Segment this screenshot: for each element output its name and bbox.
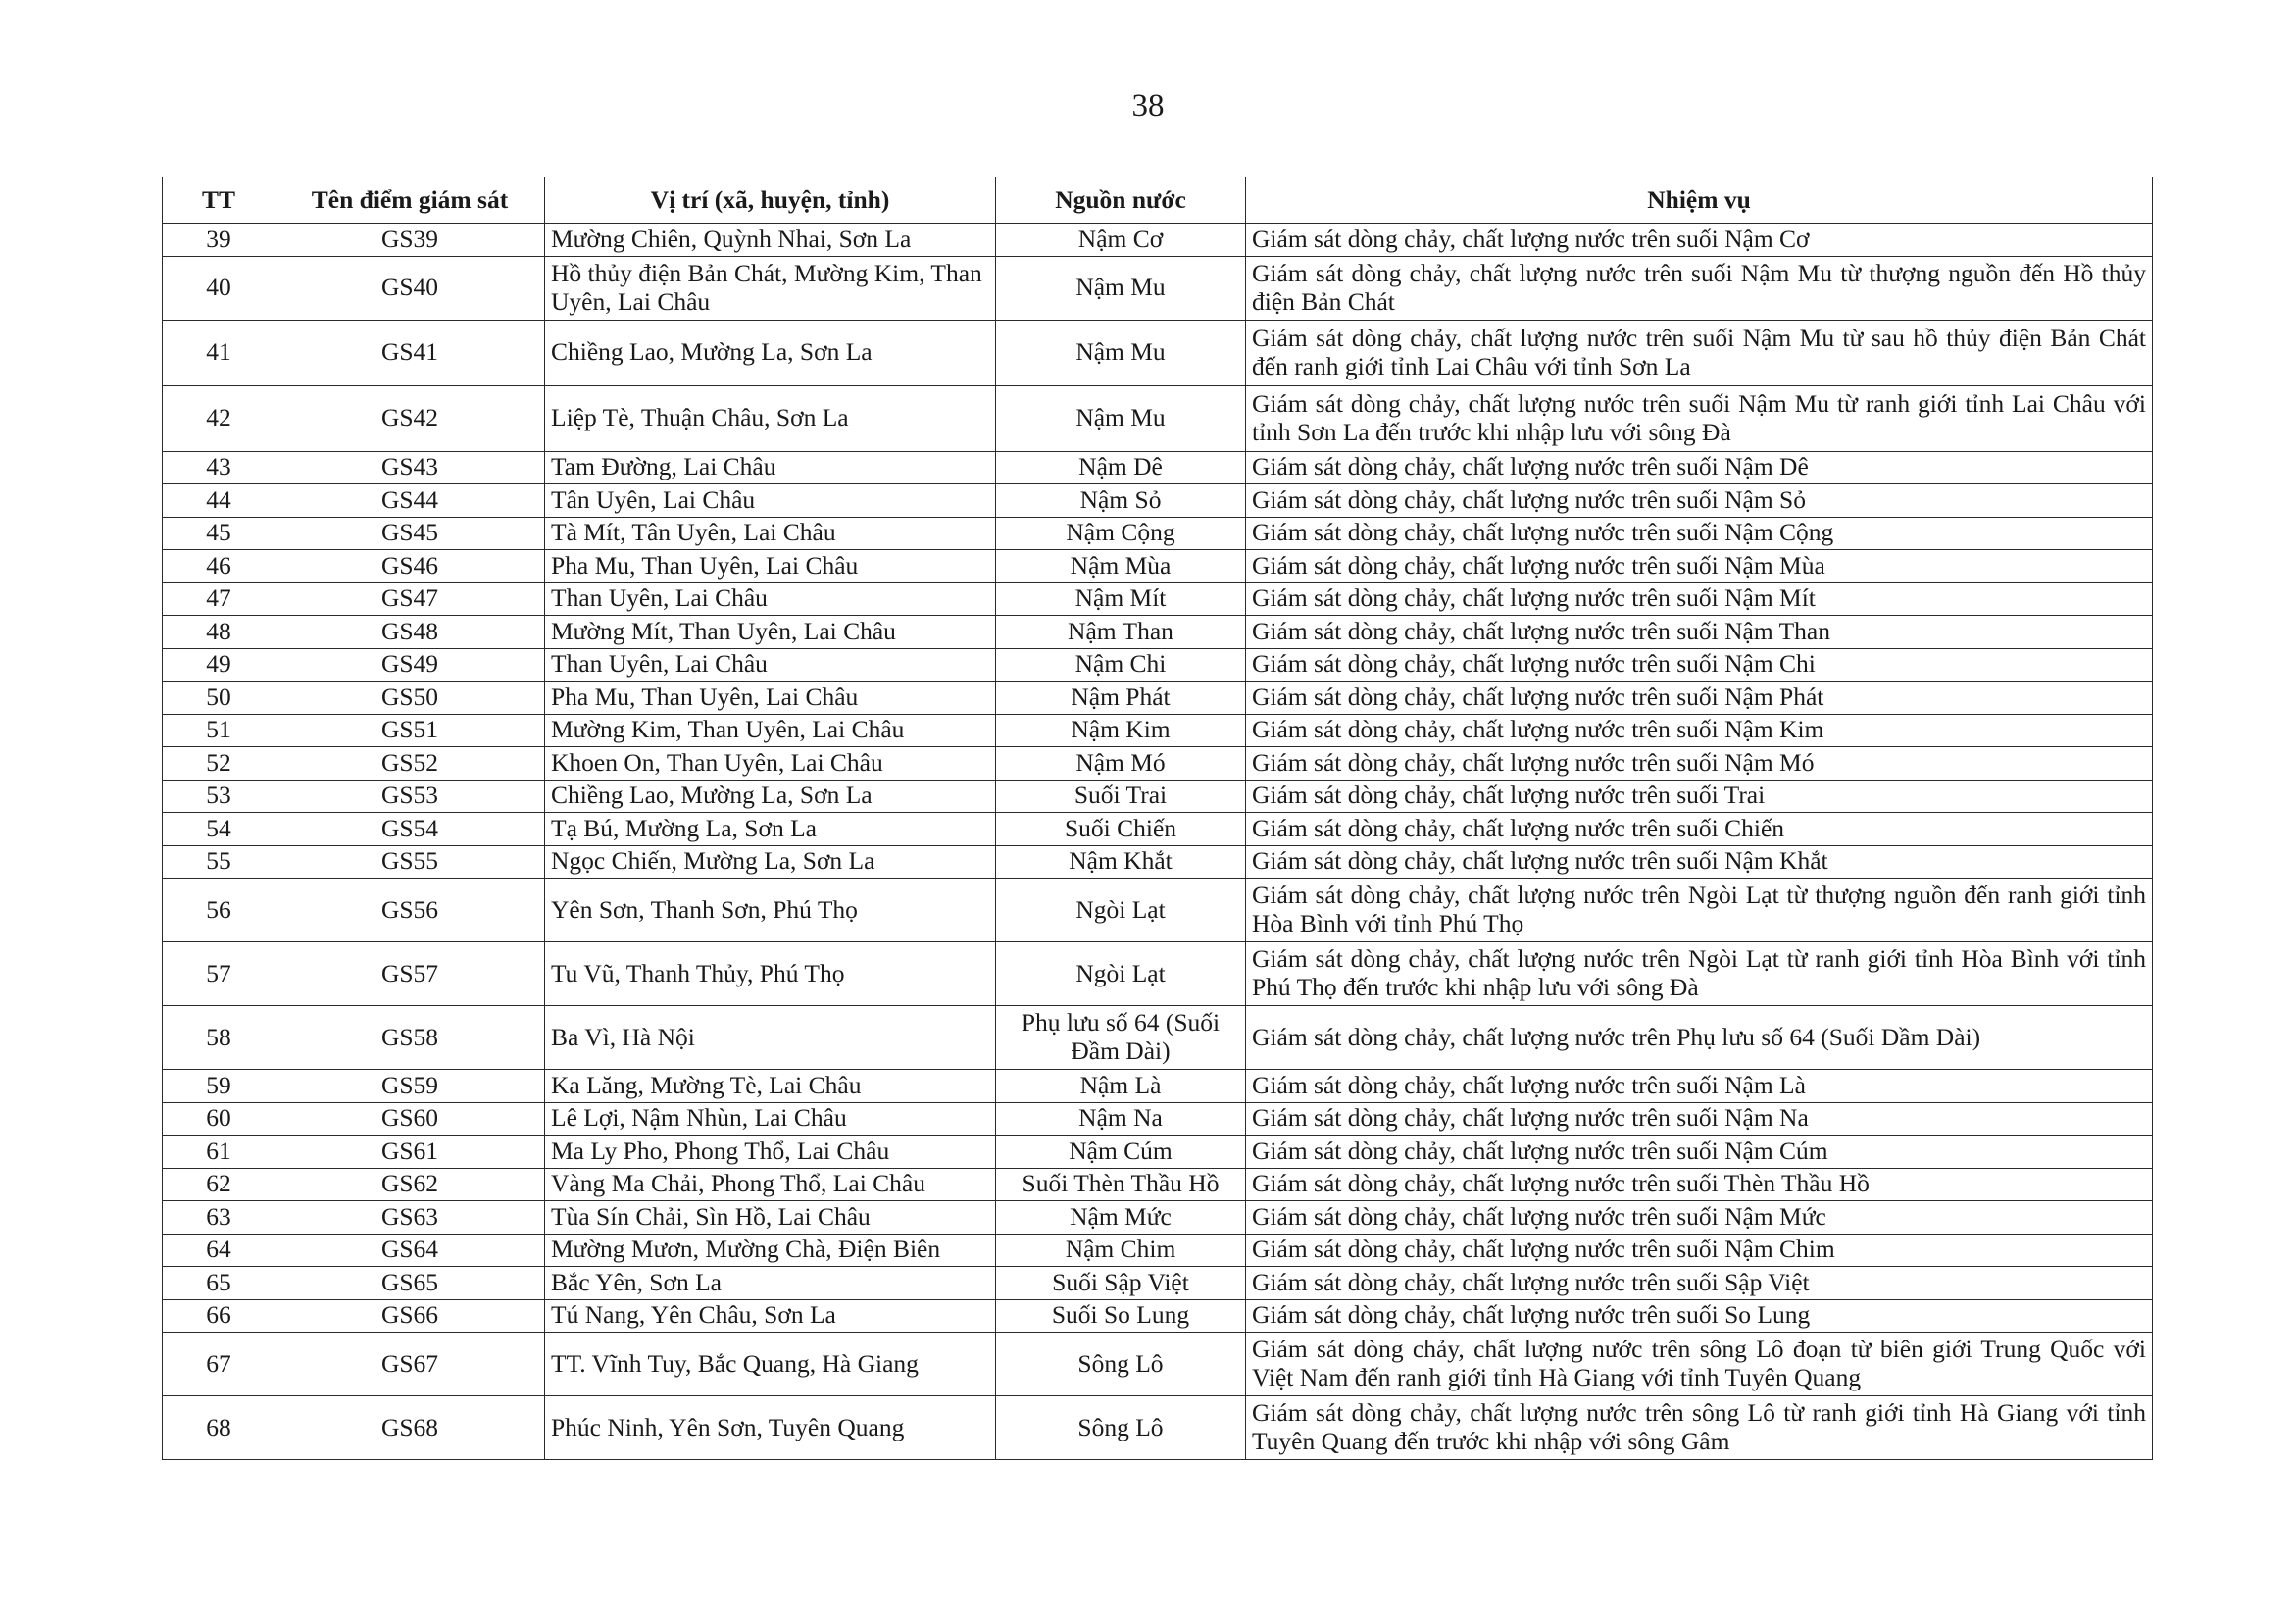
point-code: GS42 <box>275 385 545 451</box>
row-number: 53 <box>163 780 275 813</box>
row-number: 46 <box>163 550 275 583</box>
task-cell: Giám sát dòng chảy, chất lượng nước trên suối Nậm Mu từ sau hồ thủy điện Bản Chát đến ranh giới tỉnh Lai Châu với tỉnh Sơn La <box>1246 320 2153 385</box>
location-cell: Than Uyên, Lai Châu <box>545 582 996 616</box>
location-cell: Ngọc Chiến, Mường La, Sơn La <box>545 845 996 879</box>
row-number: 64 <box>163 1234 275 1267</box>
point-code: GS62 <box>275 1168 545 1201</box>
water-source-cell: Nậm Sỏ <box>996 484 1246 518</box>
task-cell: Giám sát dòng chảy, chất lượng nước trên suối Nậm Dê <box>1246 451 2153 484</box>
task-cell: Giám sát dòng chảy, chất lượng nước trên suối Nậm Cúm <box>1246 1136 2153 1169</box>
water-source-cell: Nậm Mu <box>996 256 1246 320</box>
location-cell: Phúc Ninh, Yên Sơn, Tuyên Quang <box>545 1396 996 1460</box>
task-cell: Giám sát dòng chảy, chất lượng nước trên suối Nậm Chi <box>1246 648 2153 682</box>
page-number: 38 <box>1131 88 1165 124</box>
water-source-cell: Ngòi Lạt <box>996 879 1246 942</box>
row-number: 59 <box>163 1070 275 1103</box>
row-number: 45 <box>163 517 275 550</box>
water-source-cell: Nậm Na <box>996 1102 1246 1136</box>
water-source-cell: Nậm Cộng <box>996 517 1246 550</box>
point-code: GS52 <box>275 747 545 781</box>
water-source-cell: Nậm Cúm <box>996 1136 1246 1169</box>
table-row <box>163 1234 2153 1267</box>
task-cell: Giám sát dòng chảy, chất lượng nước trên suối Nậm Sỏ <box>1246 484 2153 518</box>
location-cell: Vàng Ma Chải, Phong Thổ, Lai Châu <box>545 1168 996 1201</box>
row-number: 40 <box>163 256 275 320</box>
water-source-cell: Suối Trai <box>996 780 1246 813</box>
header-tt: TT <box>163 177 275 224</box>
water-source-cell: Nậm Mùa <box>996 550 1246 583</box>
point-code: GS68 <box>275 1396 545 1460</box>
location-cell: Ba Vì, Hà Nội <box>545 1006 996 1070</box>
row-number: 44 <box>163 484 275 518</box>
table-row <box>163 484 2153 518</box>
table-row <box>163 1070 2153 1103</box>
water-source-cell: Suối Thèn Thầu Hồ <box>996 1168 1246 1201</box>
location-cell: Mường Mươn, Mường Chà, Điện Biên <box>545 1234 996 1267</box>
row-number: 62 <box>163 1168 275 1201</box>
water-source-cell: Nậm Kim <box>996 714 1246 747</box>
row-number: 41 <box>163 320 275 385</box>
point-code: GS58 <box>275 1006 545 1070</box>
row-number: 54 <box>163 813 275 846</box>
water-source-cell: Nậm Khắt <box>996 845 1246 879</box>
water-source-cell: Nậm Mu <box>996 385 1246 451</box>
location-cell: Chiềng Lao, Mường La, Sơn La <box>545 320 996 385</box>
point-code: GS49 <box>275 648 545 682</box>
task-cell: Giám sát dòng chảy, chất lượng nước trên suối Nậm Than <box>1246 616 2153 649</box>
task-cell: Giám sát dòng chảy, chất lượng nước trên suối So Lung <box>1246 1299 2153 1333</box>
location-cell: Lê Lợi, Nậm Nhùn, Lai Châu <box>545 1102 996 1136</box>
task-cell: Giám sát dòng chảy, chất lượng nước trên suối Nậm Na <box>1246 1102 2153 1136</box>
task-cell: Giám sát dòng chảy, chất lượng nước trên suối Nậm Mít <box>1246 582 2153 616</box>
point-code: GS54 <box>275 813 545 846</box>
water-source-cell: Nậm Mó <box>996 747 1246 781</box>
row-number: 42 <box>163 385 275 451</box>
header-location: Vị trí (xã, huyện, tỉnh) <box>545 177 996 224</box>
point-code: GS63 <box>275 1201 545 1235</box>
location-cell: Tùa Sín Chải, Sìn Hồ, Lai Châu <box>545 1201 996 1235</box>
point-code: GS47 <box>275 582 545 616</box>
table-row <box>163 942 2153 1006</box>
table-row <box>163 1267 2153 1300</box>
point-code: GS51 <box>275 714 545 747</box>
task-cell: Giám sát dòng chảy, chất lượng nước trên sông Lô đoạn từ biên giới Trung Quốc với Việt Nam đến ranh giới tỉnh Hà Giang với tỉnh Tuyên Quang <box>1246 1333 2153 1396</box>
row-number: 65 <box>163 1267 275 1300</box>
location-cell: Liệp Tè, Thuận Châu, Sơn La <box>545 385 996 451</box>
row-number: 67 <box>163 1333 275 1396</box>
task-cell: Giám sát dòng chảy, chất lượng nước trên suối Nậm Phát <box>1246 682 2153 715</box>
table-row <box>163 845 2153 879</box>
table-row <box>163 1201 2153 1235</box>
point-code: GS59 <box>275 1070 545 1103</box>
table-row <box>163 747 2153 781</box>
location-cell: Tú Nang, Yên Châu, Sơn La <box>545 1299 996 1333</box>
task-cell: Giám sát dòng chảy, chất lượng nước trên suối Sập Việt <box>1246 1267 2153 1300</box>
task-cell: Giám sát dòng chảy, chất lượng nước trên sông Lô từ ranh giới tỉnh Hà Giang với tỉnh Tuyên Quang đến trước khi nhập với sông Gâm <box>1246 1396 2153 1460</box>
task-cell: Giám sát dòng chảy, chất lượng nước trên suối Nậm Cộng <box>1246 517 2153 550</box>
row-number: 63 <box>163 1201 275 1235</box>
water-source-cell: Nậm Chi <box>996 648 1246 682</box>
table-row <box>163 224 2153 257</box>
table-row <box>163 682 2153 715</box>
location-cell: Tạ Bú, Mường La, Sơn La <box>545 813 996 846</box>
location-cell: Than Uyên, Lai Châu <box>545 648 996 682</box>
table-row <box>163 879 2153 942</box>
water-source-cell: Nậm Mức <box>996 1201 1246 1235</box>
task-cell: Giám sát dòng chảy, chất lượng nước trên suối Nậm Mu từ ranh giới tỉnh Lai Châu với tỉnh Sơn La đến trước khi nhập lưu với sông Đà <box>1246 385 2153 451</box>
table-row <box>163 1299 2153 1333</box>
location-cell: Ma Ly Pho, Phong Thổ, Lai Châu <box>545 1136 996 1169</box>
location-cell: Chiềng Lao, Mường La, Sơn La <box>545 780 996 813</box>
location-cell: Mường Mít, Than Uyên, Lai Châu <box>545 616 996 649</box>
table-row <box>163 451 2153 484</box>
location-cell: Mường Kim, Than Uyên, Lai Châu <box>545 714 996 747</box>
row-number: 49 <box>163 648 275 682</box>
table-row <box>163 780 2153 813</box>
location-cell: Pha Mu, Than Uyên, Lai Châu <box>545 550 996 583</box>
row-number: 48 <box>163 616 275 649</box>
water-source-cell: Nậm Dê <box>996 451 1246 484</box>
row-number: 56 <box>163 879 275 942</box>
task-cell: Giám sát dòng chảy, chất lượng nước trên suối Chiến <box>1246 813 2153 846</box>
monitoring-points-table <box>162 177 2153 1460</box>
water-source-cell: Nậm Mít <box>996 582 1246 616</box>
point-code: GS45 <box>275 517 545 550</box>
point-code: GS43 <box>275 451 545 484</box>
row-number: 47 <box>163 582 275 616</box>
location-cell: Ka Lăng, Mường Tè, Lai Châu <box>545 1070 996 1103</box>
location-cell: Tà Mít, Tân Uyên, Lai Châu <box>545 517 996 550</box>
header-point-name: Tên điểm giám sát <box>275 177 545 224</box>
task-cell: Giám sát dòng chảy, chất lượng nước trên suối Trai <box>1246 780 2153 813</box>
task-cell: Giám sát dòng chảy, chất lượng nước trên Ngòi Lạt từ thượng nguồn đến ranh giới tỉnh Hòa Bình với tỉnh Phú Thọ <box>1246 879 2153 942</box>
table-header-row <box>163 177 2153 224</box>
task-cell: Giám sát dòng chảy, chất lượng nước trên suối Thèn Thầu Hồ <box>1246 1168 2153 1201</box>
table-row <box>163 517 2153 550</box>
row-number: 60 <box>163 1102 275 1136</box>
water-source-cell: Nậm Cơ <box>996 224 1246 257</box>
task-cell: Giám sát dòng chảy, chất lượng nước trên suối Nậm Mó <box>1246 747 2153 781</box>
table-body <box>163 224 2153 1460</box>
row-number: 57 <box>163 942 275 1006</box>
header-task: Nhiệm vụ <box>1246 177 2153 224</box>
point-code: GS66 <box>275 1299 545 1333</box>
water-source-cell: Phụ lưu số 64 (Suối Đầm Dài) <box>996 1006 1246 1070</box>
row-number: 58 <box>163 1006 275 1070</box>
task-cell: Giám sát dòng chảy, chất lượng nước trên suối Nậm Mức <box>1246 1201 2153 1235</box>
point-code: GS60 <box>275 1102 545 1136</box>
water-source-cell: Suối So Lung <box>996 1299 1246 1333</box>
table-row <box>163 1006 2153 1070</box>
table-row <box>163 813 2153 846</box>
row-number: 43 <box>163 451 275 484</box>
location-cell: Tam Đường, Lai Châu <box>545 451 996 484</box>
task-cell: Giám sát dòng chảy, chất lượng nước trên suối Nậm Mùa <box>1246 550 2153 583</box>
task-cell: Giám sát dòng chảy, chất lượng nước trên suối Nậm Kim <box>1246 714 2153 747</box>
table-row <box>163 1168 2153 1201</box>
table-row <box>163 1136 2153 1169</box>
task-cell: Giám sát dòng chảy, chất lượng nước trên Phụ lưu số 64 (Suối Đầm Dài) <box>1246 1006 2153 1070</box>
point-code: GS50 <box>275 682 545 715</box>
row-number: 50 <box>163 682 275 715</box>
location-cell: Tu Vũ, Thanh Thủy, Phú Thọ <box>545 942 996 1006</box>
point-code: GS48 <box>275 616 545 649</box>
table-row <box>163 550 2153 583</box>
point-code: GS40 <box>275 256 545 320</box>
table-row <box>163 648 2153 682</box>
location-cell: Tân Uyên, Lai Châu <box>545 484 996 518</box>
location-cell: Bắc Yên, Sơn La <box>545 1267 996 1300</box>
table-row <box>163 256 2153 320</box>
point-code: GS57 <box>275 942 545 1006</box>
table-row <box>163 1396 2153 1460</box>
water-source-cell: Nậm Chim <box>996 1234 1246 1267</box>
row-number: 55 <box>163 845 275 879</box>
row-number: 68 <box>163 1396 275 1460</box>
header-water-source: Nguồn nước <box>996 177 1246 224</box>
row-number: 51 <box>163 714 275 747</box>
location-cell: Mường Chiên, Quỳnh Nhai, Sơn La <box>545 224 996 257</box>
table-row <box>163 385 2153 451</box>
task-cell: Giám sát dòng chảy, chất lượng nước trên suối Nậm Chim <box>1246 1234 2153 1267</box>
point-code: GS55 <box>275 845 545 879</box>
water-source-cell: Nậm Là <box>996 1070 1246 1103</box>
water-source-cell: Sông Lô <box>996 1396 1246 1460</box>
point-code: GS65 <box>275 1267 545 1300</box>
point-code: GS53 <box>275 780 545 813</box>
table-row <box>163 320 2153 385</box>
task-cell: Giám sát dòng chảy, chất lượng nước trên Ngòi Lạt từ ranh giới tỉnh Hòa Bình với tỉnh Phú Thọ đến trước khi nhập lưu với sông Đà <box>1246 942 2153 1006</box>
task-cell: Giám sát dòng chảy, chất lượng nước trên suối Nậm Khắt <box>1246 845 2153 879</box>
water-source-cell: Suối Sập Việt <box>996 1267 1246 1300</box>
point-code: GS41 <box>275 320 545 385</box>
location-cell: Hồ thủy điện Bản Chát, Mường Kim, Than Uyên, Lai Châu <box>545 256 996 320</box>
water-source-cell: Suối Chiến <box>996 813 1246 846</box>
point-code: GS67 <box>275 1333 545 1396</box>
table-row <box>163 616 2153 649</box>
point-code: GS44 <box>275 484 545 518</box>
row-number: 52 <box>163 747 275 781</box>
point-code: GS46 <box>275 550 545 583</box>
row-number: 39 <box>163 224 275 257</box>
table-row <box>163 1333 2153 1396</box>
water-source-cell: Nậm Mu <box>996 320 1246 385</box>
location-cell: TT. Vĩnh Tuy, Bắc Quang, Hà Giang <box>545 1333 996 1396</box>
table-row <box>163 1102 2153 1136</box>
point-code: GS39 <box>275 224 545 257</box>
water-source-cell: Sông Lô <box>996 1333 1246 1396</box>
point-code: GS56 <box>275 879 545 942</box>
point-code: GS61 <box>275 1136 545 1169</box>
task-cell: Giám sát dòng chảy, chất lượng nước trên suối Nậm Mu từ thượng nguồn đến Hồ thủy điện Bản Chát <box>1246 256 2153 320</box>
point-code: GS64 <box>275 1234 545 1267</box>
row-number: 66 <box>163 1299 275 1333</box>
row-number: 61 <box>163 1136 275 1169</box>
location-cell: Khoen On, Than Uyên, Lai Châu <box>545 747 996 781</box>
location-cell: Yên Sơn, Thanh Sơn, Phú Thọ <box>545 879 996 942</box>
location-cell: Pha Mu, Than Uyên, Lai Châu <box>545 682 996 715</box>
task-cell: Giám sát dòng chảy, chất lượng nước trên suối Nậm Là <box>1246 1070 2153 1103</box>
water-source-cell: Nậm Than <box>996 616 1246 649</box>
table-row <box>163 582 2153 616</box>
water-source-cell: Nậm Phát <box>996 682 1246 715</box>
task-cell: Giám sát dòng chảy, chất lượng nước trên suối Nậm Cơ <box>1246 224 2153 257</box>
table-row <box>163 714 2153 747</box>
water-source-cell: Ngòi Lạt <box>996 942 1246 1006</box>
